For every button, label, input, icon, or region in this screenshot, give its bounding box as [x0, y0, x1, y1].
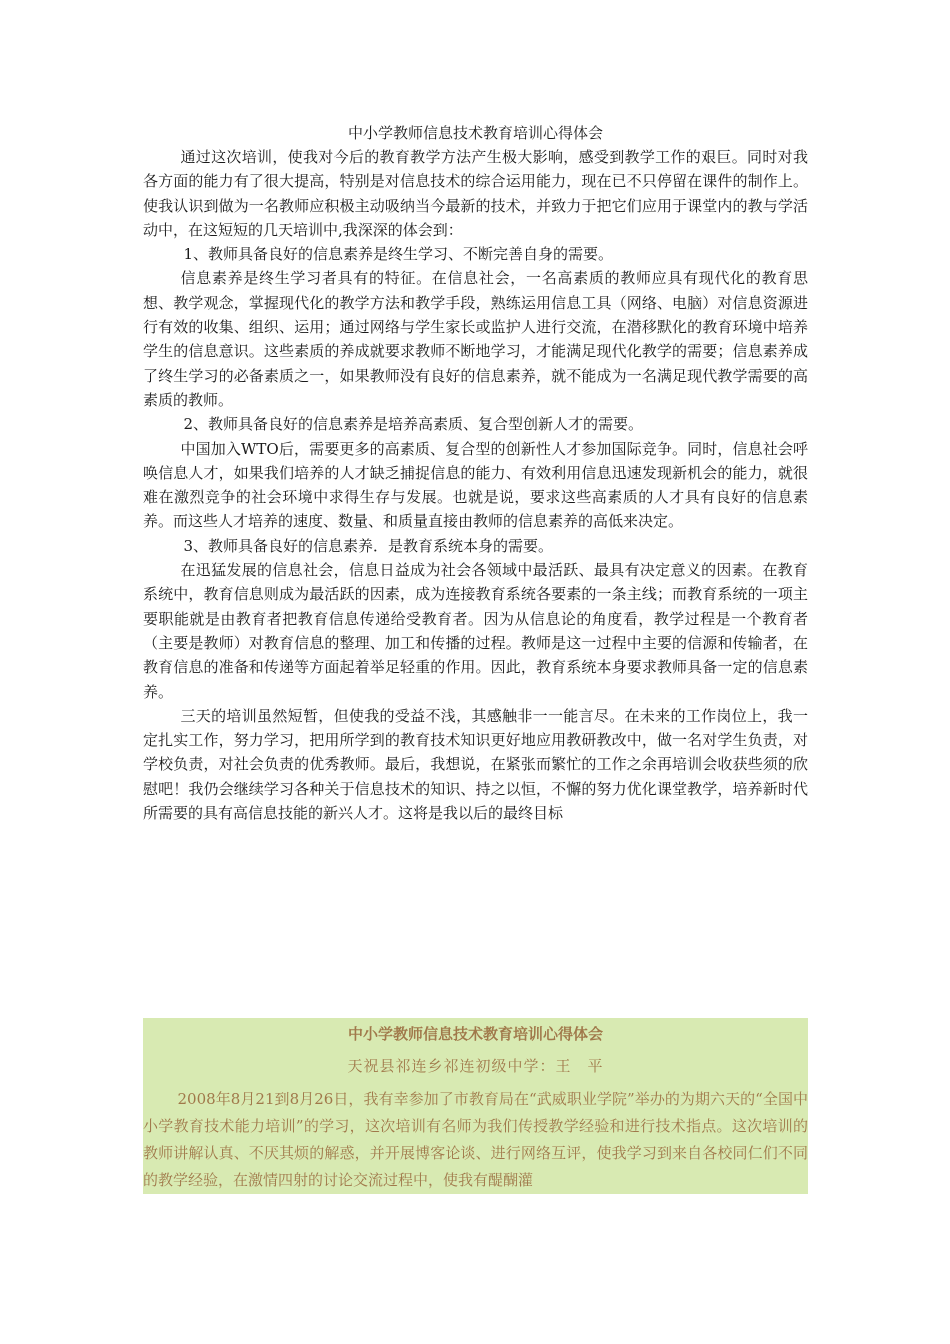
- paragraph-intro: 通过这次培训，使我对今后的教育教学方法产生极大影响，感受到教学工作的艰巨。同时对我各方面的能力有了很大提高，特别是对信息技术的综合运用能力，现在已不只停留在课件的制作上。使我认识到做为一名教师应积极主动吸纳当今最新的技术，并致力于把它们应用于课堂内的教与学活动中，在这短短的几天培训中,我深深的体会到：: [143, 148, 808, 239]
- excerpt-body: 2008年8月21到8月26日，我有幸参加了市教育局在“武威职业学院”举办的为期六天的“全国中小学教育技术能力培训”的学习，这次培训有名师为我们传授教学经验和进行技术指点。这次培训的教师讲解认真、不厌其烦的解惑，并开展博客论谈、进行网络互评，使我学习到来自各校同仁们不同的教学经验，在激情四射的讨论交流过程中，使我有醍醐灌: [143, 1090, 808, 1189]
- point-heading-3: 3、教师具备良好的信息素养．是教育系统本身的需要。: [183, 536, 554, 555]
- excerpt-author: 天祝县祁连乡祁连初级中学：王 平: [347, 1057, 604, 1075]
- paragraph-point-1: 信息素养是终生学习者具有的特征。在信息社会，一名高素质的教师应具有现代化的教育思想、教学观念，掌握现代化的教学方法和教学手段，熟练运用信息工具（网络、电脑）对信息资源进行有效的收集、组织、运用；通过网络与学生家长或监护人进行交流，在潜移默化的教育环境中培养学生的信息意识。这些素质的养成就要求教师不断地学习，才能满足现代化教学的需要；信息素养成了终生学习的必备素质之一，如果教师没有良好的信息素养，就不能成为一名满足现代教学需要的高素质的教师。: [143, 269, 808, 409]
- highlighted-excerpt: [143, 1018, 808, 1194]
- document-main-section: [143, 121, 808, 825]
- excerpt-title: 中小学教师信息技术教育培训心得体会: [347, 1025, 603, 1043]
- point-heading-1: 1、教师具备良好的信息素养是终生学习、不断完善自身的需要。: [183, 245, 614, 264]
- paragraph-conclusion: 三天的培训虽然短暂，但使我的受益不浅，其感触非一一能言尽。在未来的工作岗位上，我一定扎实工作，努力学习，把用所学到的教育技术知识更好地应用教研教改中，做一名对学生负责，对学校负责，对社会负责的优秀教师。最后，我想说，在紧张而繁忙的工作之余再培训会收获些须的欣慰吧！我仍会继续学习各种关于信息技术的知识、持之以恒，不懈的努力优化课堂教学，培养新时代所需要的具有高信息技能的新兴人才。这将是我以后的最终目标: [143, 706, 808, 823]
- point-heading-2: 2、教师具备良好的信息素养是培养高素质、复合型创新人才的需要。: [183, 415, 644, 434]
- paragraph-point-3: 在迅猛发展的信息社会，信息日益成为社会各领域中最活跃、最具有决定意义的因素。在教育系统中，教育信息则成为最活跃的因素，成为连接教育系统各要素的一条主线；而教育系统的一项主要职能就是由教育者把教育信息传递给受教育者。因为从信息论的角度看，教学过程是一个教育者（主要是教师）对教育信息的整理、加工和传播的过程。教师是这一过程中主要的信源和传输者，在教育信息的准备和传递等方面起着举足轻重的作用。因此，教育系统本身要求教师具备一定的信息素养。: [143, 561, 808, 701]
- paragraph-point-2: 中国加入WTO后，需要更多的高素质、复合型的创新性人才参加国际竞争。同时，信息社会呼唤信息人才，如果我们培养的人才缺乏捕捉信息的能力、有效利用信息迅速发现新机会的能力，就很难在激烈竞争的社会环境中求得生存与发展。也就是说，要求这些高素质的人才具有良好的信息素养。而这些人才培养的速度、数量、和质量直接由教师的信息素养的高低来决定。: [143, 439, 808, 531]
- document-title: 中小学教师信息技术教育培训心得体会: [347, 124, 603, 142]
